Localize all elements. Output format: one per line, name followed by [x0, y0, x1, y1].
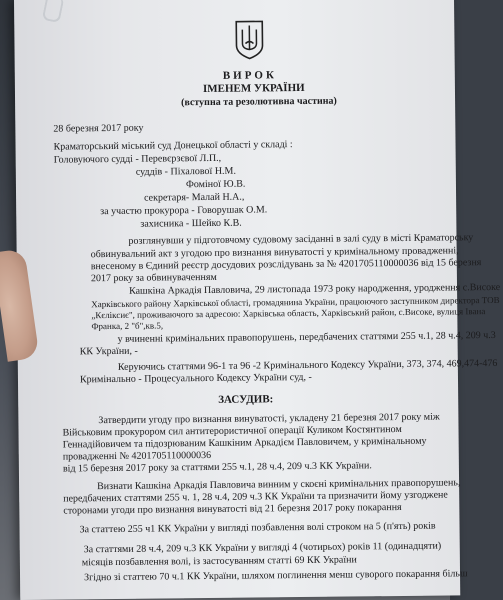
doc-subtitle: ІМЕНЕМ УКРАЇНИ	[202, 81, 305, 96]
judges-line-1: суддів - Піхалової Н.М.	[135, 165, 236, 178]
intro-line: розглянувши у підготовчому судовому засіданні в залі суду в місті Краматорську	[128, 232, 474, 247]
intro-line: КК України, -	[79, 345, 138, 358]
decision-title: ЗАСУДИВ:	[218, 393, 274, 406]
intro-line: у вчиненні кримінальних правопорушень, передбачених статтями 255 ч.1, 28 ч.4, 209 ч.3	[117, 329, 496, 345]
decision-line: сторонами угоди про визнання винуватості від 21 березня 2017 року покарання	[63, 501, 402, 517]
presiding-judge: Головуючого судді - Перевєрзєвої Л.П.,	[53, 152, 222, 166]
doc-date: 28 березня 2017 року	[53, 122, 144, 135]
decision-line: від 15 березня 2017 року за статтями 255 ч.1, 28 ч.4, 209 ч.3 КК України.	[62, 460, 372, 475]
decision-line: місяців позбавлення волі, із застосуванням статті 69 КК України	[81, 554, 357, 569]
intro-line: „Кєліксиє", проживаючого за адресою: Харківська область, Харківський район, с.Високе, вулиця Івана	[91, 306, 486, 321]
intro-line: Франка, 2 "б",кв.5,	[91, 320, 164, 332]
intro-line: обвинувальний акт з угодою про визнання винуватості у кримінальному провадженні,	[90, 245, 459, 261]
prosecutor: за участю прокурора - Говорушак О.М.	[100, 204, 268, 218]
decision-line: Затвердити угоду про визнання винуватості, укладену 21 березня 2017 року між	[98, 411, 440, 427]
decision-line: Визнати Кашкіна Аркадія Павловича винним у скоєні кримінальних правопорушень,	[97, 477, 461, 493]
doc-title: ВИРОК	[222, 69, 277, 82]
decision-line: провадженні № 4201705110000036	[62, 449, 212, 463]
decision-line: Військовим прокурором сил антитерористичної операції Куликом Костянтином	[62, 423, 402, 439]
intro-line: Керуючись статтями 96-1 та 96 -2 Кримінального Кодексу України, 373, 374, 469,474-476	[117, 357, 498, 373]
secretary: секретаря- Малай Н.А.,	[144, 191, 245, 204]
intro-line: Харківського району Харківської області, громадянина України, працюючого заступником директора ТОВ	[91, 294, 500, 310]
intro-line: 2017 року за обвинуваченням	[90, 271, 217, 285]
document-page	[14, 0, 501, 600]
intro-line: Кримінально - Процесуального Кодексу України суд, -	[79, 371, 312, 386]
decision-line: Геннадійовичем та підозрюваним Кашкіним Аркадієм Павловичем, у кримінальному	[62, 435, 427, 451]
decision-line: За статтею 255 ч1 КК України у вигляді позбавлення волі строком на 5 (п'ять) років	[79, 520, 436, 536]
defender: захисника - Шейко К.В.	[140, 217, 242, 230]
decision-line: передбачених статтями 255 ч. 1, 28 ч.4, 209 ч.3 КК України та призначити йому узгоджене	[63, 489, 448, 505]
decision-line: Згідно зі статтею 70 ч.1 КК України, шляхом поглинення менш суворого покарання більш	[83, 568, 468, 584]
trident-icon	[234, 19, 264, 59]
doc-part: (вступна та резолютивна частина)	[181, 95, 337, 109]
intro-line: внесеному в Єдиний реєстр досудових розслідувань за № 4201705110000036 від 15 березня	[90, 257, 482, 273]
decision-line: За статтями 28 ч.4, 209 ч.3 КК України у вигляді 4 (чотирьох) років 11 (одинадцяти)	[83, 540, 442, 556]
intro-line: Кашкіна Аркадія Павловича, 29 листопада 1973 року народження, уродження с.Високе	[128, 281, 501, 297]
judges-line-2: Фоміної Ю.В.	[185, 178, 246, 191]
court-line: Краматорський міський суд Донецької області у складі :	[53, 139, 293, 153]
paperclip-icon	[42, 0, 65, 23]
